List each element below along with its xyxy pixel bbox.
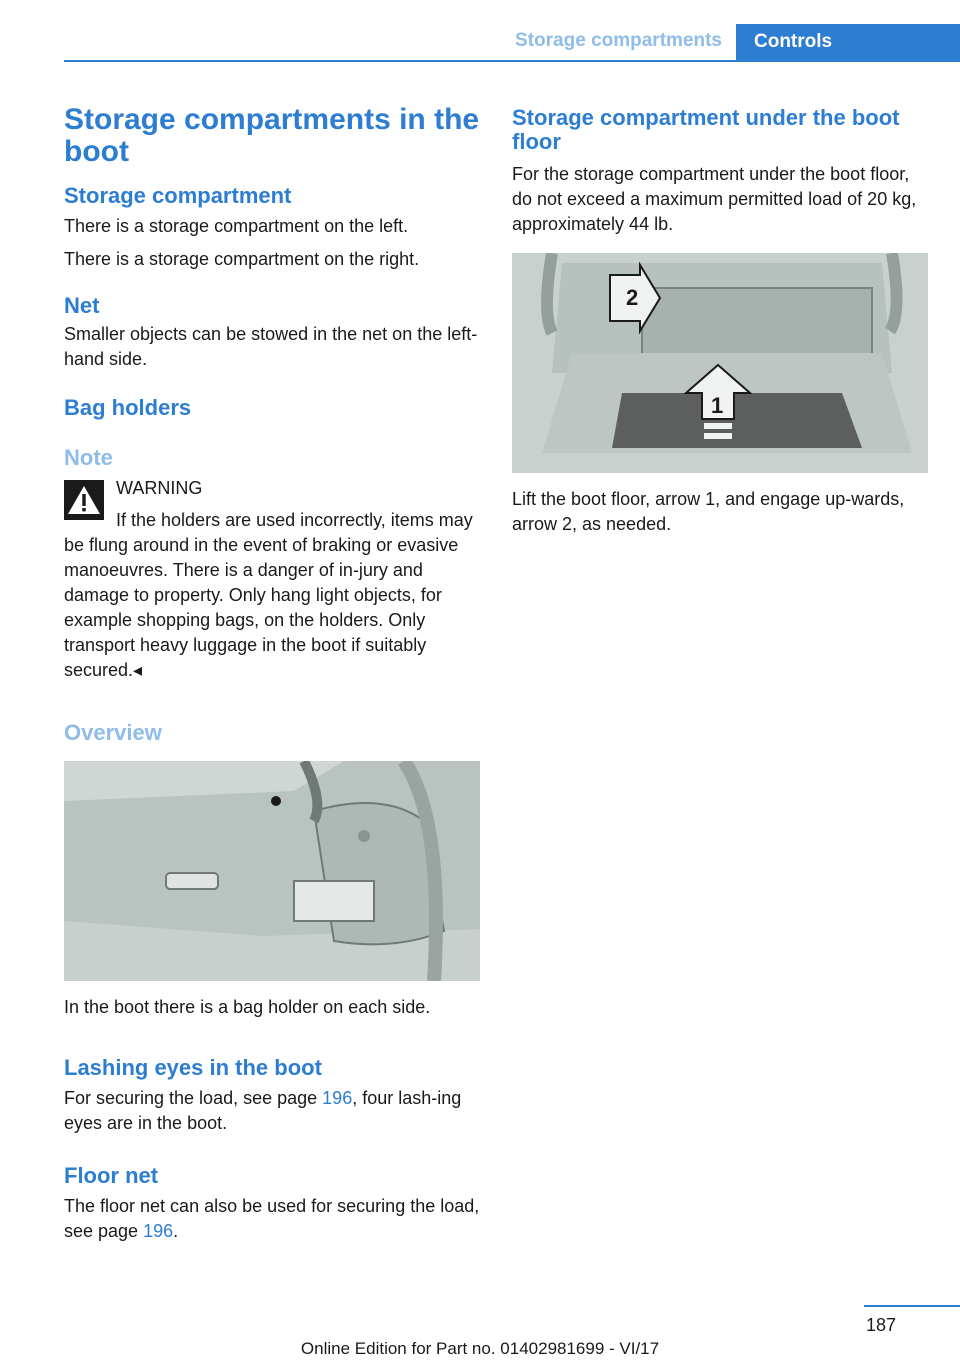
lashing-text: For securing the load, see page 196, four lash-ing eyes are in the boot. bbox=[64, 1088, 462, 1133]
header-section-title: Storage compartments bbox=[515, 30, 722, 51]
warning-label: WARNING bbox=[116, 478, 203, 498]
note-heading: Note bbox=[64, 445, 113, 470]
boot-floor-caption: Lift the boot floor, arrow 1, and engage up-wards, arrow 2, as needed. bbox=[512, 489, 905, 534]
footer-edition: Online Edition for Part no. 01402981699 - VI/17 bbox=[300, 1339, 660, 1358]
page-link-196[interactable]: 196 bbox=[322, 1088, 353, 1108]
page-link-196[interactable]: 196 bbox=[143, 1221, 174, 1241]
boot-floor-heading: Storage compartment under the boot floor bbox=[512, 105, 900, 154]
warning-block bbox=[64, 476, 482, 683]
left-column bbox=[64, 100, 482, 1244]
storage-text-right: There is a storage compartment on the right. bbox=[64, 249, 420, 269]
header-rule bbox=[64, 60, 960, 62]
page-number: 187 bbox=[865, 1315, 896, 1335]
storage-text-left: There is a storage compartment on the left. bbox=[64, 216, 409, 236]
floor-net-text: The floor net can also be used for securing the load, see page 196. bbox=[64, 1196, 480, 1241]
page-title: Storage compartments in the boot bbox=[64, 103, 480, 168]
warning-text: If the holders are used incorrectly, items may be flung around in the event of braking or evasive manoeuvres. There is a danger of in-jury and damage to property. Only hang light objects, for example shopping bags, on the holders. Only transport heavy luggage in the boot if suitably secured.◂ bbox=[64, 510, 473, 680]
bag-holder-illustration bbox=[64, 761, 480, 981]
net-text: Smaller objects can be stowed in the net on the left-hand side. bbox=[64, 324, 478, 369]
right-column bbox=[512, 100, 932, 537]
bag-holders-heading: Bag holders bbox=[64, 395, 192, 420]
header-chapter-tab bbox=[736, 24, 960, 62]
net-heading: Net bbox=[64, 293, 100, 318]
arrow-2-label: 2 bbox=[626, 285, 639, 310]
storage-heading: Storage compartment bbox=[64, 183, 292, 208]
footer-rule bbox=[864, 1305, 960, 1307]
header-chapter-label: Controls bbox=[754, 31, 833, 52]
lashing-heading: Lashing eyes in the boot bbox=[64, 1055, 322, 1080]
warning-triangle-icon bbox=[64, 480, 104, 520]
boot-floor-text: For the storage compartment under the boot floor, do not exceed a maximum permitted load of 20 kg, approximately 44 lb. bbox=[512, 164, 917, 234]
floor-net-heading: Floor net bbox=[64, 1163, 159, 1188]
arrow-1-label: 1 bbox=[711, 393, 724, 418]
overview-caption: In the boot there is a bag holder on each side. bbox=[64, 997, 431, 1017]
overview-heading: Overview bbox=[64, 720, 162, 745]
boot-floor-illustration bbox=[512, 253, 928, 473]
